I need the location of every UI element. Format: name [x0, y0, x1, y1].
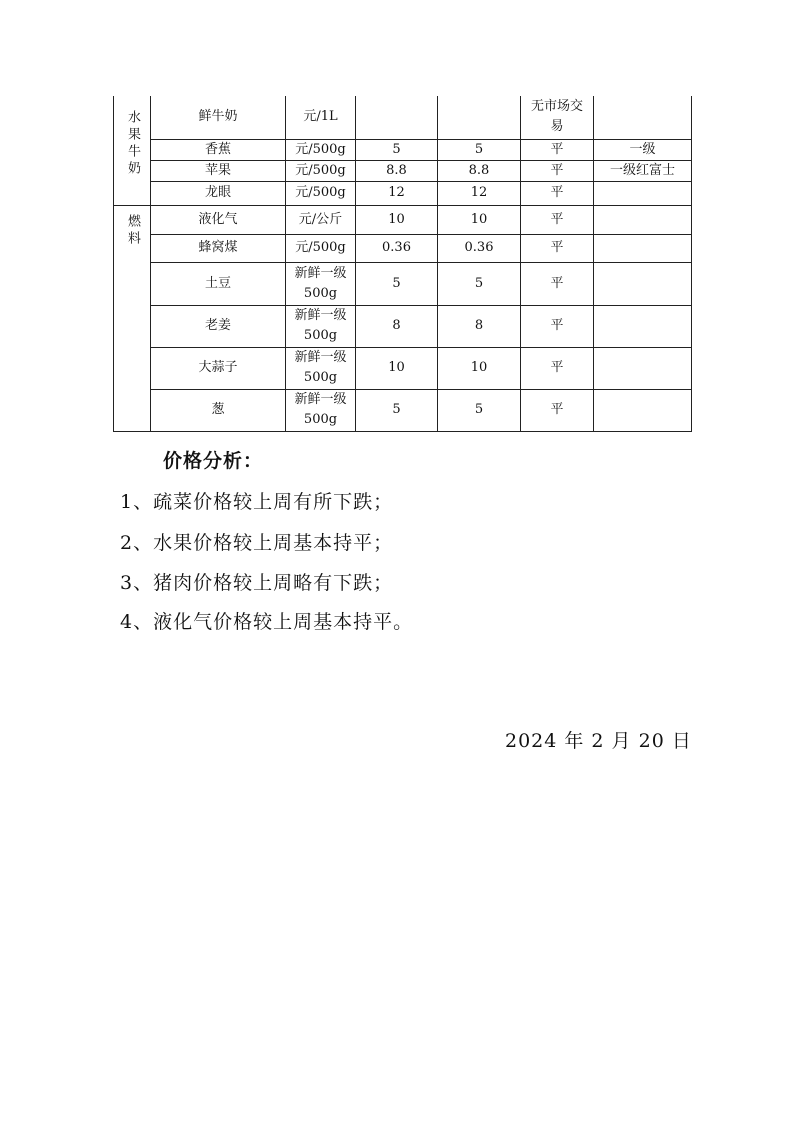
- item-name: 苹果: [151, 160, 286, 181]
- price-this-week: 8: [356, 305, 438, 347]
- item-name: 龙眼: [151, 181, 286, 205]
- price-trend: 平: [521, 305, 594, 347]
- price-this-week: 5: [356, 389, 438, 431]
- price-last-week: 5: [438, 389, 521, 431]
- price-this-week: 10: [356, 347, 438, 389]
- item-name: 液化气: [151, 205, 286, 234]
- report-date: 2024 年 2 月 20 日: [505, 730, 692, 752]
- table-row: [114, 262, 692, 305]
- price-this-week: 5: [356, 139, 438, 160]
- price-this-week: 5: [356, 262, 438, 305]
- item-note: [594, 181, 692, 205]
- price-last-week: 8.8: [438, 160, 521, 181]
- item-name: 葱: [151, 389, 286, 431]
- item-note: [594, 205, 692, 234]
- analysis-item: 3、猪肉价格较上周略有下跌；: [120, 572, 394, 594]
- price-this-week: 0.36: [356, 234, 438, 262]
- price-trend: 平: [521, 160, 594, 181]
- price-this-week: 10: [356, 205, 438, 234]
- item-name: 蜂窝煤: [151, 234, 286, 262]
- item-unit: 元/1L: [286, 96, 356, 139]
- price-trend: 无市场交易: [521, 96, 594, 139]
- analysis-item: 4、液化气价格较上周基本持平。: [120, 611, 414, 633]
- price-last-week: 10: [438, 205, 521, 234]
- table-row: [114, 160, 692, 181]
- item-name: 鲜牛奶: [151, 96, 286, 139]
- item-unit: 新鲜一级500g: [286, 389, 356, 431]
- category-label: 燃料: [125, 213, 140, 248]
- item-name: 老姜: [151, 305, 286, 347]
- price-last-week: 8: [438, 305, 521, 347]
- price-trend: 平: [521, 262, 594, 305]
- item-unit: 新鲜一级500g: [286, 347, 356, 389]
- table-row: [114, 181, 692, 205]
- price-this-week: 8.8: [356, 160, 438, 181]
- category-cell: [114, 205, 151, 431]
- item-note: [594, 96, 692, 139]
- price-this-week: 12: [356, 181, 438, 205]
- table-row: [114, 205, 692, 234]
- table-row: [114, 305, 692, 347]
- item-note: [594, 347, 692, 389]
- table-row: [114, 139, 692, 160]
- price-trend: 平: [521, 234, 594, 262]
- item-note: [594, 262, 692, 305]
- analysis-item: 2、水果价格较上周基本持平；: [120, 532, 394, 554]
- price-trend: 平: [521, 389, 594, 431]
- item-unit: 元/500g: [286, 139, 356, 160]
- table-row: [114, 389, 692, 431]
- table-row: [114, 96, 692, 139]
- analysis-title: 价格分析：: [163, 450, 264, 472]
- item-note: [594, 389, 692, 431]
- price-last-week: 5: [438, 262, 521, 305]
- item-note: 一级: [594, 139, 692, 160]
- item-name: 土豆: [151, 262, 286, 305]
- item-unit: 元/500g: [286, 160, 356, 181]
- item-note: [594, 234, 692, 262]
- price-last-week: 0.36: [438, 234, 521, 262]
- table-row: [114, 347, 692, 389]
- item-name: 大蒜子: [151, 347, 286, 389]
- price-last-week: 12: [438, 181, 521, 205]
- item-unit: 元/500g: [286, 234, 356, 262]
- item-note: 一级红富士: [594, 160, 692, 181]
- price-trend: 平: [521, 205, 594, 234]
- item-unit: 新鲜一级500g: [286, 262, 356, 305]
- analysis-item: 1、疏菜价格较上周有所下跌；: [120, 491, 394, 513]
- price-this-week: [356, 96, 438, 139]
- price-last-week: [438, 96, 521, 139]
- price-last-week: 5: [438, 139, 521, 160]
- item-note: [594, 305, 692, 347]
- category-cell: [114, 96, 151, 205]
- item-unit: 新鲜一级500g: [286, 305, 356, 347]
- price-trend: 平: [521, 347, 594, 389]
- item-unit: 元/500g: [286, 181, 356, 205]
- item-name: 香蕉: [151, 139, 286, 160]
- price-last-week: 10: [438, 347, 521, 389]
- price-table: [113, 96, 692, 432]
- item-unit: 元/公斤: [286, 205, 356, 234]
- price-trend: 平: [521, 181, 594, 205]
- table-row: [114, 234, 692, 262]
- category-label: 水果牛奶: [125, 110, 140, 178]
- price-trend: 平: [521, 139, 594, 160]
